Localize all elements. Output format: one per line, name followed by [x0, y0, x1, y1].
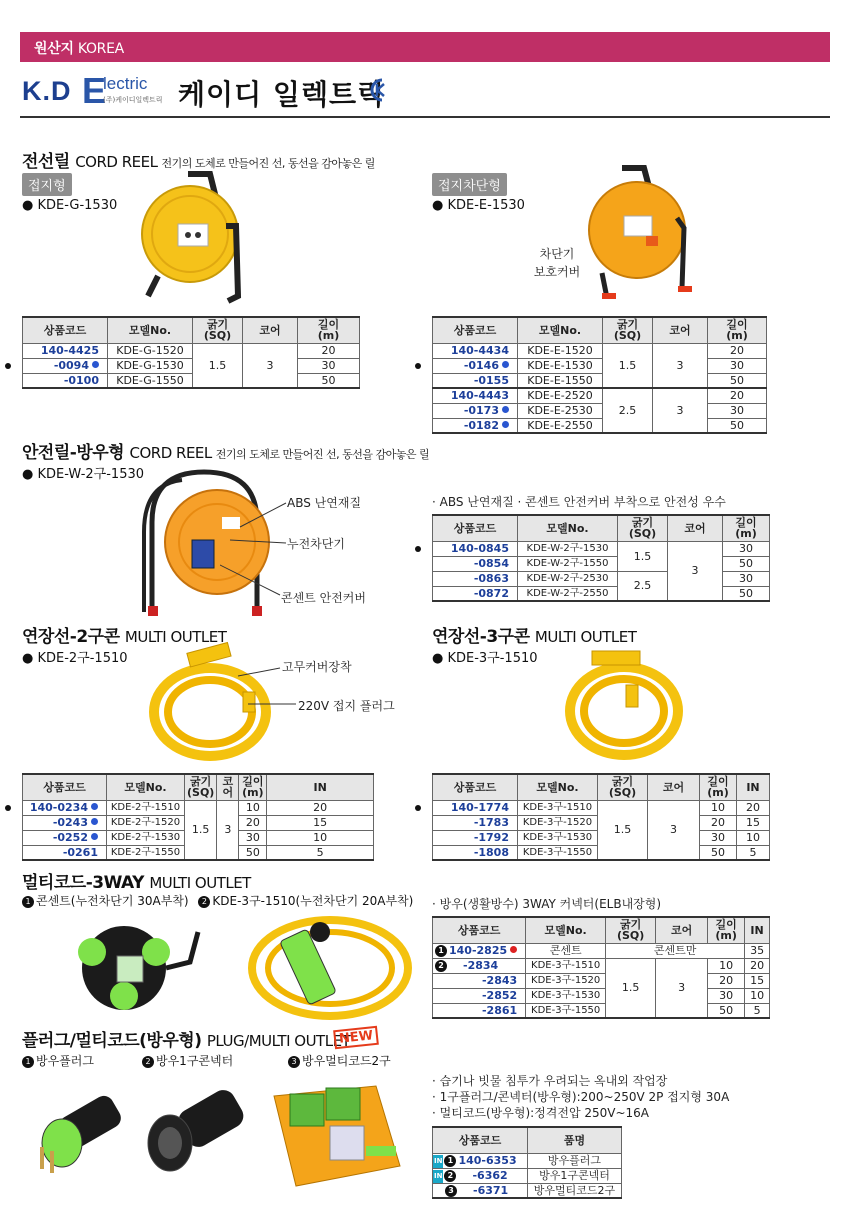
model-no: 콘센트	[526, 943, 606, 958]
product-code: -2852	[433, 988, 526, 1003]
product-code-cell: 140-1774	[433, 800, 518, 815]
featured-dot-icon	[5, 805, 11, 811]
col-code: 상품코드	[23, 317, 108, 343]
model-kde-e: ● KDE-E-1530	[432, 198, 525, 213]
col-len: 길이 (m)	[708, 917, 745, 943]
in-stock-badge: IN	[433, 1155, 443, 1168]
sq-value: 1.5	[606, 958, 656, 1018]
length-value: 50	[700, 845, 737, 860]
sq-value: 1.5	[193, 343, 243, 388]
length-value: 30	[298, 358, 360, 373]
col-model: 모델No.	[518, 317, 603, 343]
ext2-title: 연장선-2구콘 MULTI OUTLET	[22, 627, 227, 647]
waterproof-multicord-image	[266, 1076, 406, 1196]
breaker-reel-image	[582, 158, 692, 308]
col-code: 상품코드	[23, 774, 107, 800]
model-no: KDE-3구-1510	[526, 958, 606, 973]
in-value: 20	[737, 800, 770, 815]
product-code: -0863	[433, 571, 518, 586]
rubber-cover-callout: 고무커버장착	[282, 660, 352, 674]
model-kde-2: ● KDE-2구-1510	[22, 651, 128, 666]
model-no: KDE-W-2구-1530	[518, 541, 618, 556]
table-row	[23, 373, 360, 388]
length-value: 10	[708, 958, 745, 973]
table-row	[433, 1003, 770, 1018]
table-row	[433, 988, 770, 1003]
length-value: 20	[708, 388, 767, 403]
plug-table	[432, 1126, 622, 1199]
core-value: 3	[668, 541, 723, 601]
col-name: 품명	[528, 1127, 622, 1153]
product-code-cell: -0182	[433, 418, 518, 433]
length-value: 30	[239, 830, 267, 845]
sq-value: 1.5	[618, 541, 668, 571]
col-core: 코어	[668, 515, 723, 541]
circled-number-icon: 1	[444, 1155, 456, 1167]
multicord-subtitle: 1 콘센트(누전차단기 30A부착) 2 KDE-3구-1510(누전차단기 20A부착)	[22, 892, 413, 909]
product-code: -0261	[23, 845, 107, 860]
plug-item-3-label: 3 방우멀티코드2구	[288, 1052, 391, 1069]
table-row	[433, 358, 767, 373]
model-no: KDE-E-2520	[518, 388, 603, 403]
col-sq: 굵기 (SQ)	[603, 317, 653, 343]
in-value: 15	[267, 815, 374, 830]
length-value: 30	[723, 571, 770, 586]
multicord-note: · 방우(생활방수) 3WAY 커넥터(ELB내장형)	[432, 897, 662, 911]
in-value: 20	[745, 958, 770, 973]
table-row	[433, 1153, 622, 1168]
col-sq: 굵기 (SQ)	[193, 317, 243, 343]
circled-number-icon: 1	[435, 945, 447, 957]
product-code: -0872	[433, 586, 518, 601]
featured-dot-icon	[415, 805, 421, 811]
kc-mark-icon	[368, 78, 390, 102]
length-value: 20	[708, 343, 767, 358]
circled-number-icon: 2	[142, 1056, 154, 1068]
model-no: KDE-3구-1530	[526, 988, 606, 1003]
abs-material-callout: ABS 난연재질	[287, 496, 362, 510]
new-badge: NEW	[334, 1026, 378, 1047]
ext3-title: 연장선-3구콘 MULTI OUTLET	[432, 627, 637, 647]
blue-dot-icon	[502, 406, 509, 413]
model-no: KDE-2구-1550	[107, 845, 185, 860]
core-value: 3	[653, 343, 708, 388]
col-model: 모델No.	[518, 515, 618, 541]
table-row	[433, 943, 770, 958]
red-dot-icon	[510, 946, 517, 953]
product-code-cell: -0252	[23, 830, 107, 845]
model-no: KDE-G-1520	[108, 343, 193, 358]
outlet-cover-callout: 콘센트 안전커버	[281, 591, 366, 605]
callout-lines	[228, 666, 298, 710]
table-row	[433, 403, 767, 418]
length-value: 50	[708, 373, 767, 388]
product-code: -2861	[433, 1003, 526, 1018]
sq-value: 1.5	[598, 800, 648, 860]
brand-e: E	[82, 70, 107, 111]
model-no: KDE-E-1530	[518, 358, 603, 373]
origin-value: KOREA	[77, 41, 124, 57]
col-len: 길이 (m)	[708, 317, 767, 343]
col-sq: 굵기 (SQ)	[606, 917, 656, 943]
model-no: KDE-E-2550	[518, 418, 603, 433]
in-value: 35	[745, 943, 770, 958]
col-code: 상품코드	[433, 317, 518, 343]
safety-reel-note: · ABS 난연재질 · 콘센트 안전커버 부착으로 안전성 우수	[432, 495, 726, 509]
col-len: 길이 (m)	[298, 317, 360, 343]
header-divider	[20, 116, 830, 118]
product-code-cell: 1 140-2825	[433, 943, 526, 958]
col-code: 상품코드	[433, 917, 526, 943]
col-sq: 굵기 (SQ)	[618, 515, 668, 541]
col-in: IN	[737, 774, 770, 800]
length-value: 20	[298, 343, 360, 358]
in-value: 5	[737, 845, 770, 860]
outlet-only-value: 콘센트만	[606, 943, 745, 958]
product-name: 방우플러그	[528, 1153, 622, 1168]
plug-notes	[432, 1073, 729, 1121]
product-code-cell: IN 1 140-6353	[433, 1153, 528, 1168]
col-sq: 굵기 (SQ)	[598, 774, 648, 800]
plug-item-1-label: 1 방우플러그	[22, 1052, 94, 1069]
product-code: -1808	[433, 845, 518, 860]
circled-number-icon: 3	[445, 1185, 457, 1197]
model-no: KDE-E-1520	[518, 343, 603, 358]
model-kde-3: ● KDE-3구-1510	[432, 651, 538, 666]
length-value: 50	[723, 556, 770, 571]
core-value: 3	[243, 343, 298, 388]
length-value: 20	[700, 815, 737, 830]
callout-lines	[220, 495, 290, 605]
sq-value: 2.5	[603, 388, 653, 433]
col-model: 모델No.	[518, 774, 598, 800]
core-value: 3	[653, 388, 708, 433]
featured-dot-icon	[415, 546, 421, 552]
length-value: 30	[708, 358, 767, 373]
circled-number-icon: 2	[444, 1170, 456, 1182]
brand-lectric: lectric	[103, 74, 148, 93]
col-core: 코어	[648, 774, 700, 800]
in-value: 10	[737, 830, 770, 845]
length-value: 50	[723, 586, 770, 601]
product-code: 140-4434	[433, 343, 518, 358]
model-no: KDE-W-2구-2550	[518, 586, 618, 601]
cord-reel-image	[138, 166, 248, 308]
in-value: 10	[745, 988, 770, 1003]
length-value: 20	[708, 973, 745, 988]
col-len: 길이 (m)	[723, 515, 770, 541]
col-model: 모델No.	[526, 917, 606, 943]
origin-banner	[20, 32, 830, 62]
plug-title: 플러그/멀티코드(방우형) PLUG/MULTI OUTLET	[22, 1031, 351, 1051]
col-model: 모델No.	[107, 774, 185, 800]
table-row	[23, 800, 374, 815]
origin-label: 원산지	[34, 41, 74, 57]
multicord-reel-image	[245, 912, 415, 1022]
col-core: 코어	[217, 774, 239, 800]
model-no: KDE-W-2구-1550	[518, 556, 618, 571]
model-no: KDE-3구-1520	[526, 973, 606, 988]
col-core: 코어	[653, 317, 708, 343]
plug-item-2-label: 2 방우1구콘넥터	[142, 1052, 233, 1069]
product-code-cell: IN 2 -6362	[433, 1168, 528, 1183]
model-no: KDE-3구-1550	[526, 1003, 606, 1018]
model-no: KDE-3구-1510	[518, 800, 598, 815]
length-value: 10	[700, 800, 737, 815]
cord-reel-e-table	[432, 316, 767, 434]
ext2-table	[22, 773, 374, 861]
model-no: KDE-G-1530	[108, 358, 193, 373]
blue-dot-icon	[91, 803, 98, 810]
in-value: 15	[745, 973, 770, 988]
blue-dot-icon	[91, 833, 98, 840]
product-code-cell: 2 -2834	[433, 958, 526, 973]
col-model: 모델No.	[108, 317, 193, 343]
length-value: 30	[708, 403, 767, 418]
circled-number-icon: 1	[22, 896, 34, 908]
circled-number-icon: 2	[435, 960, 447, 972]
length-value: 30	[708, 988, 745, 1003]
sq-value: 1.5	[603, 343, 653, 388]
core-value: 3	[648, 800, 700, 860]
model-kde-g: ● KDE-G-1530	[22, 198, 118, 213]
col-in: IN	[267, 774, 374, 800]
model-no: KDE-2구-1520	[107, 815, 185, 830]
length-value: 50	[708, 418, 767, 433]
model-no: KDE-E-2530	[518, 403, 603, 418]
table-row	[433, 1168, 622, 1183]
multicord-table	[432, 916, 770, 1019]
table-row	[23, 343, 360, 358]
product-code-cell: 3 -6371	[433, 1183, 528, 1198]
length-value: 30	[700, 830, 737, 845]
product-code: -0155	[433, 373, 518, 388]
product-code-cell: -0173	[433, 403, 518, 418]
product-name: 방우멀티코드2구	[528, 1183, 622, 1198]
waterproof-plug-image	[30, 1085, 130, 1180]
safety-reel-table	[432, 514, 770, 602]
model-no: KDE-2구-1530	[107, 830, 185, 845]
blue-dot-icon	[502, 421, 509, 428]
product-code: -2843	[433, 973, 526, 988]
product-code-cell: -0094	[23, 358, 108, 373]
col-core: 코어	[243, 317, 298, 343]
circled-number-icon: 3	[288, 1056, 300, 1068]
product-code: -0854	[433, 556, 518, 571]
model-no: KDE-2구-1510	[107, 800, 185, 815]
table-row	[433, 1183, 622, 1198]
model-no: KDE-W-2구-2530	[518, 571, 618, 586]
waterproof-connector-image	[140, 1085, 250, 1180]
in-value: 5	[267, 845, 374, 860]
length-value: 20	[239, 815, 267, 830]
product-code: 140-4443	[433, 388, 518, 403]
circled-number-icon: 1	[22, 1056, 34, 1068]
product-name: 방우1구콘넥터	[528, 1168, 622, 1183]
featured-dot-icon	[415, 363, 421, 369]
in-value: 10	[267, 830, 374, 845]
breaker-callout: 누전차단기	[287, 537, 345, 551]
three-way-connector-image	[62, 922, 202, 1014]
safety-reel-title: 안전릴-방우형 CORD REEL 전기의 도체로 만들어진 선, 동선을 감아놓은 릴	[22, 443, 430, 463]
col-code: 상품코드	[433, 1127, 528, 1153]
brand-sub: (주)케이디일렉트릭	[103, 96, 163, 104]
in-stock-badge: IN	[433, 1170, 443, 1183]
col-sq: 굵기 (SQ)	[185, 774, 217, 800]
model-no: KDE-E-1550	[518, 373, 603, 388]
in-value: 5	[745, 1003, 770, 1018]
in-value: 20	[267, 800, 374, 815]
table-row	[433, 958, 770, 973]
brand-korean: 케이디 일렉트릭	[178, 78, 386, 111]
ext3-cord-image	[562, 645, 692, 763]
blue-dot-icon	[92, 361, 99, 368]
col-code: 상품코드	[433, 774, 518, 800]
col-code: 상품코드	[433, 515, 518, 541]
product-code: -1792	[433, 830, 518, 845]
brand-kd: K.D	[22, 76, 72, 106]
sq-value: 1.5	[185, 800, 217, 860]
model-no: KDE-3구-1520	[518, 815, 598, 830]
product-code: -1783	[433, 815, 518, 830]
breaker-cover-callout: 차단기 보호커버	[533, 247, 581, 279]
product-code-cell: 140-0234	[23, 800, 107, 815]
length-value: 10	[239, 800, 267, 815]
ground-type-tag: 접지형	[22, 173, 72, 196]
cord-reel-title: 전선릴 CORD REEL 전기의 도체로 만들어진 선, 동선을 감아놓은 릴	[22, 152, 375, 172]
plug-note: · 멀티코드(방우형):정격전압 250V~16A	[432, 1106, 650, 1120]
multicord-title: 멀티코드-3WAY MULTI OUTLET	[22, 873, 251, 893]
product-code-cell: 140-0845	[433, 541, 518, 556]
model-no: KDE-G-1550	[108, 373, 193, 388]
in-value: 15	[737, 815, 770, 830]
product-code: 140-4425	[23, 343, 108, 358]
product-code-cell: -0146	[433, 358, 518, 373]
length-value: 50	[708, 1003, 745, 1018]
blue-dot-icon	[502, 361, 509, 368]
table-row	[23, 358, 360, 373]
table-row	[433, 373, 767, 388]
product-code: -0100	[23, 373, 108, 388]
model-kde-w: ● KDE-W-2구-1530	[22, 467, 145, 482]
table-row	[433, 973, 770, 988]
breaker-type-tag: 접지차단형	[432, 173, 507, 196]
model-no: KDE-3구-1550	[518, 845, 598, 860]
length-value: 50	[298, 373, 360, 388]
sq-value: 2.5	[618, 571, 668, 601]
col-len: 길이 (m)	[239, 774, 267, 800]
table-row	[433, 418, 767, 433]
cord-reel-g-table	[22, 316, 360, 389]
table-row	[433, 343, 767, 358]
col-in: IN	[745, 917, 770, 943]
plug-note: · 1구플러그/콘넥터(방우형):200~250V 2P 접지형 30A	[432, 1090, 730, 1104]
plug-callout: 220V 접지 플러그	[298, 699, 395, 713]
length-value: 30	[723, 541, 770, 556]
blue-dot-icon	[91, 818, 98, 825]
product-code-cell: -0243	[23, 815, 107, 830]
core-value: 3	[656, 958, 708, 1018]
table-row	[433, 388, 767, 403]
model-no: KDE-3구-1530	[518, 830, 598, 845]
plug-note: · 습기나 빗물 침투가 우려되는 옥내외 작업장	[432, 1074, 668, 1088]
length-value: 50	[239, 845, 267, 860]
table-row	[433, 800, 770, 815]
featured-dot-icon	[5, 363, 11, 369]
col-len: 길이 (m)	[700, 774, 737, 800]
circled-number-icon: 2	[198, 896, 210, 908]
core-value: 3	[217, 800, 239, 860]
table-row	[433, 541, 770, 556]
ext3-table	[432, 773, 770, 861]
col-core: 코어	[656, 917, 708, 943]
